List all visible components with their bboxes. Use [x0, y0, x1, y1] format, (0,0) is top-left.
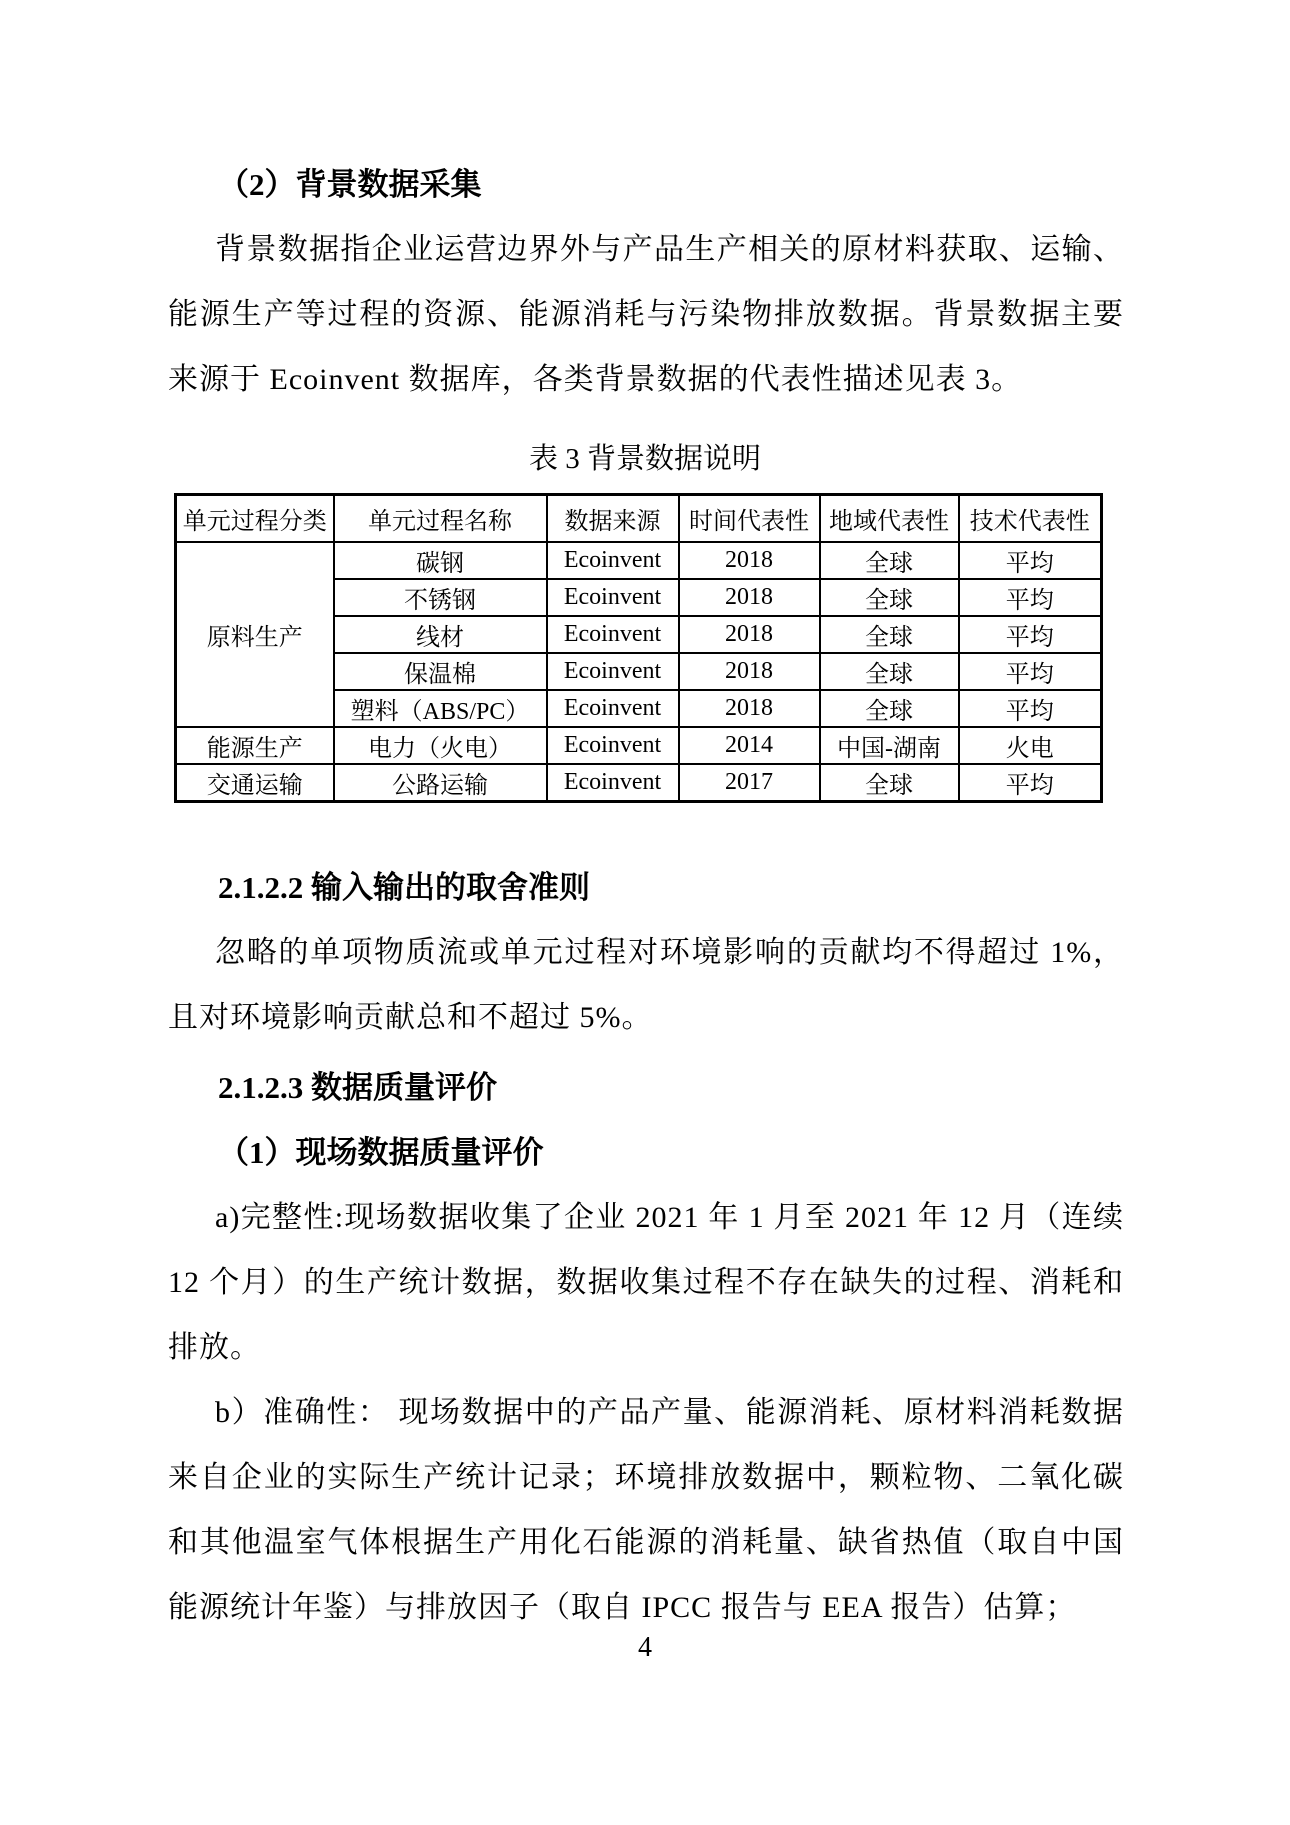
cell-time: 2018	[679, 653, 820, 690]
background-data-table	[174, 493, 1103, 803]
cell-geo: 全球	[820, 653, 959, 690]
paragraph-background-data: 背景数据指企业运营边界外与产品生产相关的原材料获取、运输、能源生产等过程的资源、能源消耗与污染物排放数据。背景数据主要来源于 Ecoinvent 数据库，各类背景数据的代表性描述见表 3。	[168, 233, 1124, 396]
table-header-row	[176, 495, 1102, 542]
paragraph-cutoff-criteria: 忽略的单项物质流或单元过程对环境影响的贡献均不得超过 1%，且对环境影响贡献总和不超过 5%。	[168, 936, 1124, 1034]
cell-time: 2018	[679, 690, 820, 727]
paragraph-completeness: a)完整性:现场数据收集了企业 2021 年 1 月至 2021 年 12 月（连续 12 个月）的生产统计数据，数据收集过程不存在缺失的过程、消耗和排放。	[168, 1201, 1124, 1364]
cell-time: 2014	[679, 727, 820, 764]
cell-geo: 全球	[820, 764, 959, 802]
cell-category: 原料生产	[176, 542, 334, 727]
cell-name: 公路运输	[334, 764, 547, 802]
cell-source: Ecoinvent	[547, 579, 679, 616]
table-caption: 表 3 背景数据说明	[528, 443, 761, 475]
cell-source: Ecoinvent	[547, 764, 679, 802]
column-header-tech-rep: 技术代表性	[959, 495, 1102, 542]
heading-cutoff-criteria: 2.1.2.2 输入输出的取舍准则	[218, 870, 590, 905]
cell-source: Ecoinvent	[547, 616, 679, 653]
cell-category: 交通运输	[176, 764, 334, 802]
cell-category: 能源生产	[176, 727, 334, 764]
cell-time: 2018	[679, 616, 820, 653]
column-header-process-category: 单元过程分类	[176, 495, 334, 542]
cell-geo: 中国-湖南	[820, 727, 959, 764]
cell-tech: 平均	[959, 616, 1102, 653]
cell-tech: 平均	[959, 690, 1102, 727]
paragraph-accuracy: b）准确性： 现场数据中的产品产量、能源消耗、原材料消耗数据来自企业的实际生产统计记录；环境排放数据中，颗粒物、二氧化碳和其他温室气体根据生产用化石能源的消耗量、缺省热值（取自中国能源统计年鉴）与排放因子（取自 IPCC 报告与 EEA 报告）估算；	[168, 1396, 1124, 1624]
cell-tech: 平均	[959, 653, 1102, 690]
table-row	[176, 727, 1102, 764]
cell-time: 2018	[679, 542, 820, 579]
column-header-geo-rep: 地域代表性	[820, 495, 959, 542]
cell-source: Ecoinvent	[547, 653, 679, 690]
column-header-data-source: 数据来源	[547, 495, 679, 542]
cell-name: 碳钢	[334, 542, 547, 579]
column-header-time-rep: 时间代表性	[679, 495, 820, 542]
cell-time: 2017	[679, 764, 820, 802]
cell-time: 2018	[679, 579, 820, 616]
cell-tech: 平均	[959, 764, 1102, 802]
column-header-process-name: 单元过程名称	[334, 495, 547, 542]
cell-source: Ecoinvent	[547, 542, 679, 579]
cell-source: Ecoinvent	[547, 727, 679, 764]
table-row	[176, 764, 1102, 802]
table-row	[176, 542, 1102, 579]
heading-data-quality-evaluation: 2.1.2.3 数据质量评价	[218, 1070, 497, 1105]
page-number: 4	[638, 1632, 652, 1663]
cell-geo: 全球	[820, 690, 959, 727]
cell-tech: 平均	[959, 542, 1102, 579]
cell-name: 线材	[334, 616, 547, 653]
cell-tech: 平均	[959, 579, 1102, 616]
cell-source: Ecoinvent	[547, 690, 679, 727]
heading-background-data-collection: （2）背景数据采集	[218, 167, 482, 202]
cell-name: 保温棉	[334, 653, 547, 690]
heading-site-data-quality: （1）现场数据质量评价	[218, 1135, 544, 1170]
cell-name: 塑料（ABS/PC）	[334, 690, 547, 727]
cell-name: 不锈钢	[334, 579, 547, 616]
cell-geo: 全球	[820, 542, 959, 579]
cell-tech: 火电	[959, 727, 1102, 764]
cell-geo: 全球	[820, 579, 959, 616]
cell-geo: 全球	[820, 616, 959, 653]
cell-name: 电力（火电）	[334, 727, 547, 764]
